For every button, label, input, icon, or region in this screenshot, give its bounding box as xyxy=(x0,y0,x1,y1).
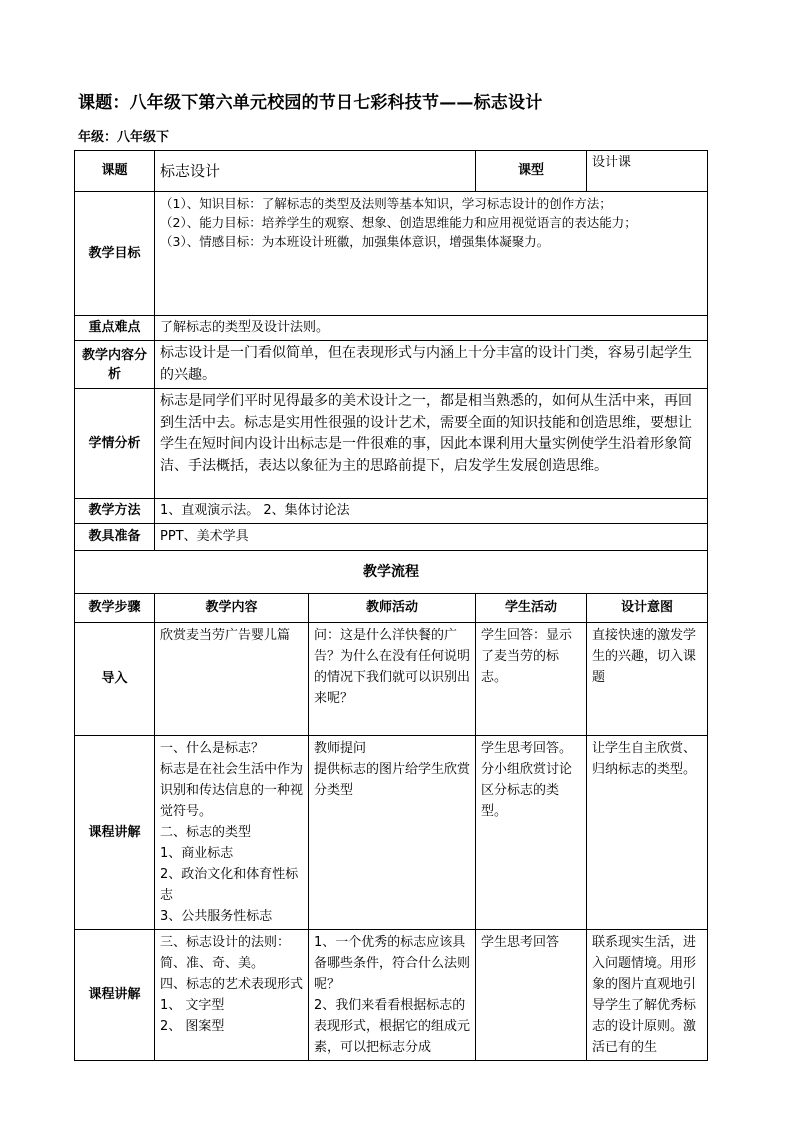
content-cell: 三、标志设计的法则：简、准、奇、美。 四、标志的艺术表现形式 1、 文字型 2、 图案型 xyxy=(155,930,309,1061)
content-cell: 一、什么是标志？ 标志是在社会生活中作为识别和传达信息的一种视觉符号。 二、标志的类型 1、商业标志 2、政治文化和体育性标志 3、公共服务性标志 xyxy=(155,736,309,930)
intent-cell: 让学生自主欣赏、归纳标志的类型。 xyxy=(587,736,708,930)
key-row xyxy=(75,316,708,341)
learner-analysis-text: 标志是同学们平时见得最多的美术设计之一，都是相当熟悉的，如何从生活中来，再回到生活中去。标志是实用性很强的设计艺术，需要全面的知识技能和创造思维，要想让学生在短时间内设计出标志是一件很难的事，因此本课利用大量实例使学生沿着形象简洁、手法概括，表达以象征为主的思路前提下，启发学生发展创造思维。 xyxy=(155,389,708,499)
intent-cell: 直接快速的激发学生的兴趣，切入课题 xyxy=(587,623,708,736)
content-analysis-row xyxy=(75,341,708,389)
type-value: 设计课 xyxy=(587,151,708,192)
content-cell: 欣赏麦当劳广告婴儿篇 xyxy=(155,623,309,736)
key-label: 重点难点 xyxy=(75,316,155,341)
table-row xyxy=(75,930,708,1061)
flow-section-title: 教学流程 xyxy=(75,551,708,594)
type-label: 课型 xyxy=(476,151,587,192)
flow-header-row xyxy=(75,594,708,623)
header-intent: 设计意图 xyxy=(587,594,708,623)
step-cell: 课程讲解 xyxy=(75,736,155,930)
lesson-plan-table xyxy=(74,150,708,1061)
step-cell: 课程讲解 xyxy=(75,930,155,1061)
key-text: 了解标志的类型及设计法则。 xyxy=(155,316,708,341)
header-step: 教学步骤 xyxy=(75,594,155,623)
teacher-cell: 1、一个优秀的标志应该具备哪些条件，符合什么法则呢？ 2、我们来看看根据标志的表现形式，根据它的组成元素，可以把标志分成 xyxy=(309,930,476,1061)
tools-label: 教具准备 xyxy=(75,524,155,551)
flow-section-row xyxy=(75,551,708,594)
learner-analysis-row xyxy=(75,389,708,499)
student-cell: 学生回答：显示了麦当劳的标志。 xyxy=(476,623,587,736)
topic-value: 标志设计 xyxy=(155,151,476,192)
intent-cell: 联系现实生活，进入问题情境。用形象的图片直观地引导学生了解优秀标志的设计原则。激活已有的生 xyxy=(587,930,708,1061)
header-teacher: 教师活动 xyxy=(309,594,476,623)
grade-line: 年级：八年级下 xyxy=(78,130,170,145)
student-cell: 学生思考回答。分小组欣赏讨论区分标志的类型。 xyxy=(476,736,587,930)
method-text: 1、直观演示法。 2、集体讨论法 xyxy=(155,499,708,524)
step-cell: 导入 xyxy=(75,623,155,736)
content-analysis-label: 教学内容分析 xyxy=(75,341,155,389)
learner-analysis-label: 学情分析 xyxy=(75,389,155,499)
table-row xyxy=(75,736,708,930)
header-student: 学生活动 xyxy=(476,594,587,623)
content-analysis-text: 标志设计是一门看似简单，但在表现形式与内涵上十分丰富的设计门类，容易引起学生的兴趣。 xyxy=(155,341,708,389)
goal-text: （1）、知识目标：了解标志的类型及法则等基本知识，学习标志设计的创作方法； （2）、能力目标：培养学生的观察、想象、创造思维能力和应用视觉语言的表达能力； （3）、情感目标：为本班设计班徽，加强集体意识，增强集体凝聚力。 xyxy=(155,192,708,316)
tools-row xyxy=(75,524,708,551)
goal-label: 教学目标 xyxy=(75,192,155,316)
table-row xyxy=(75,623,708,736)
header-content: 教学内容 xyxy=(155,594,309,623)
teacher-cell: 问：这是什么洋快餐的广告？为什么在没有任何说明的情况下我们就可以识别出来呢？ xyxy=(309,623,476,736)
method-label: 教学方法 xyxy=(75,499,155,524)
method-row xyxy=(75,499,708,524)
topic-label: 课题 xyxy=(75,151,155,192)
student-cell: 学生思考回答 xyxy=(476,930,587,1061)
goal-row xyxy=(75,192,708,316)
tools-text: PPT、美术学具 xyxy=(155,524,708,551)
teacher-cell: 教师提问 提供标志的图片给学生欣赏分类型 xyxy=(309,736,476,930)
topic-row xyxy=(75,151,708,192)
document-title: 课题：八年级下第六单元校园的节日七彩科技节——标志设计 xyxy=(78,93,543,113)
